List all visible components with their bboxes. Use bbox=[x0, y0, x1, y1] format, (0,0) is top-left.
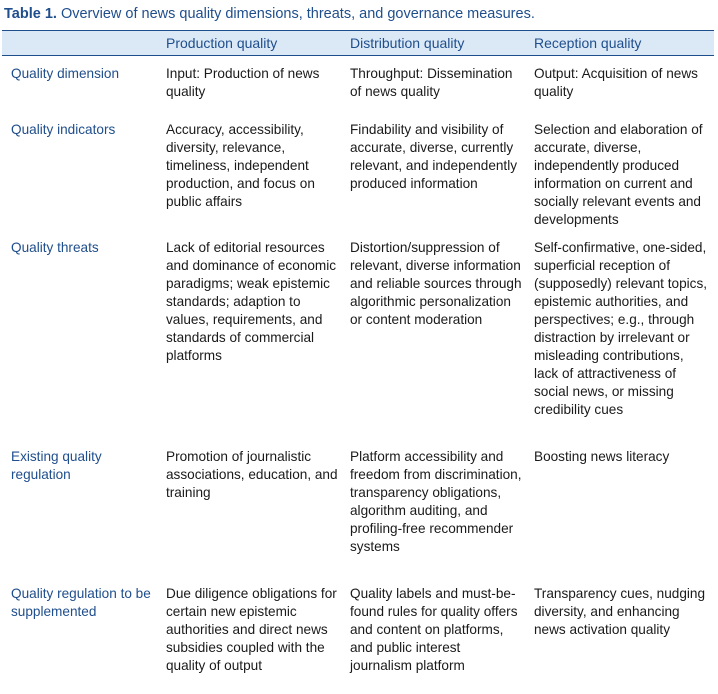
cell-text: Selection and elaboration of accurate, diverse, independently produced information on current and socially relevant events and developments bbox=[534, 122, 703, 227]
cell-text: Accuracy, accessibility, diversity, relevance, timeliness, independent production, and focus on public affairs bbox=[166, 122, 315, 209]
row-label bbox=[2, 230, 162, 439]
cell-reception bbox=[530, 112, 714, 230]
cell-distribution bbox=[346, 576, 530, 683]
cell-reception bbox=[530, 56, 714, 113]
caption-text: Overview of news quality dimensions, threats, and governance measures. bbox=[56, 6, 535, 22]
table-row bbox=[2, 56, 714, 113]
row-label bbox=[2, 439, 162, 576]
cell-text: Promotion of journalistic associations, education, and training bbox=[166, 449, 338, 500]
row-label bbox=[2, 56, 162, 113]
cell-production bbox=[162, 230, 346, 439]
header-production-quality: Production quality bbox=[162, 31, 346, 56]
table-body bbox=[2, 56, 714, 684]
cell-text: Platform accessibility and freedom from discrimination, transparency obligations, algorithm auditing, and profiling-free recommender systems bbox=[350, 449, 522, 554]
row-label-text: Quality threats bbox=[11, 240, 99, 255]
caption-label: Table 1. bbox=[4, 6, 57, 22]
table-caption bbox=[4, 6, 535, 22]
row-label-text: Quality regulation to be supplemented bbox=[11, 586, 151, 619]
cell-text: Throughput: Dissemination of news quality bbox=[350, 66, 513, 99]
row-label-text: Existing quality regulation bbox=[11, 449, 102, 482]
overview-table bbox=[2, 30, 714, 683]
header-empty bbox=[2, 31, 162, 56]
row-label bbox=[2, 112, 162, 230]
header-reception-quality: Reception quality bbox=[530, 31, 714, 56]
header-row bbox=[2, 31, 714, 56]
cell-distribution bbox=[346, 56, 530, 113]
cell-production bbox=[162, 112, 346, 230]
row-label-text: Quality indicators bbox=[11, 122, 116, 137]
cell-text: Lack of editorial resources and dominance of economic paradigms; weak epistemic standards; adaption to values, requirements, and standards of commercial platforms bbox=[166, 240, 337, 363]
table-row bbox=[2, 112, 714, 230]
row-label-text: Quality dimension bbox=[11, 66, 120, 81]
cell-production bbox=[162, 576, 346, 683]
cell-text: Distortion/suppression of relevant, diverse information and reliable sources through algorithmic personalization or content moderation bbox=[350, 240, 522, 327]
table-row bbox=[2, 230, 714, 439]
cell-distribution bbox=[346, 112, 530, 230]
cell-text: Quality labels and must-be-found rules for quality offers and content on platforms, and public interest journalism platform bbox=[350, 586, 518, 673]
cell-text: Findability and visibility of accurate, diverse, currently relevant, and independently produced information bbox=[350, 122, 518, 191]
table-header bbox=[2, 31, 714, 56]
cell-reception bbox=[530, 576, 714, 683]
cell-text: Input: Production of news quality bbox=[166, 66, 320, 99]
cell-text: Boosting news literacy bbox=[534, 449, 670, 464]
cell-distribution bbox=[346, 439, 530, 576]
cell-distribution bbox=[346, 230, 530, 439]
table-row bbox=[2, 576, 714, 683]
cell-production bbox=[162, 56, 346, 113]
cell-reception bbox=[530, 439, 714, 576]
cell-text: Self-confirmative, one-sided, superficial reception of (supposedly) relevant topics, epistemic authorities, and perspectives; e.g., through distraction by irrelevant or misleading contributions, lack of attractiveness of social news, or missing credibility cues bbox=[534, 240, 708, 417]
cell-text: Output: Acquisition of news quality bbox=[534, 66, 698, 99]
cell-reception bbox=[530, 230, 714, 439]
cell-text: Transparency cues, nudging diversity, and enhancing news activation quality bbox=[534, 586, 706, 637]
table-row bbox=[2, 439, 714, 576]
cell-production bbox=[162, 439, 346, 576]
header-distribution-quality: Distribution quality bbox=[346, 31, 530, 56]
row-label bbox=[2, 576, 162, 683]
cell-text: Due diligence obligations for certain new epistemic authorities and direct news subsidies coupled with the quality of output bbox=[166, 586, 337, 673]
